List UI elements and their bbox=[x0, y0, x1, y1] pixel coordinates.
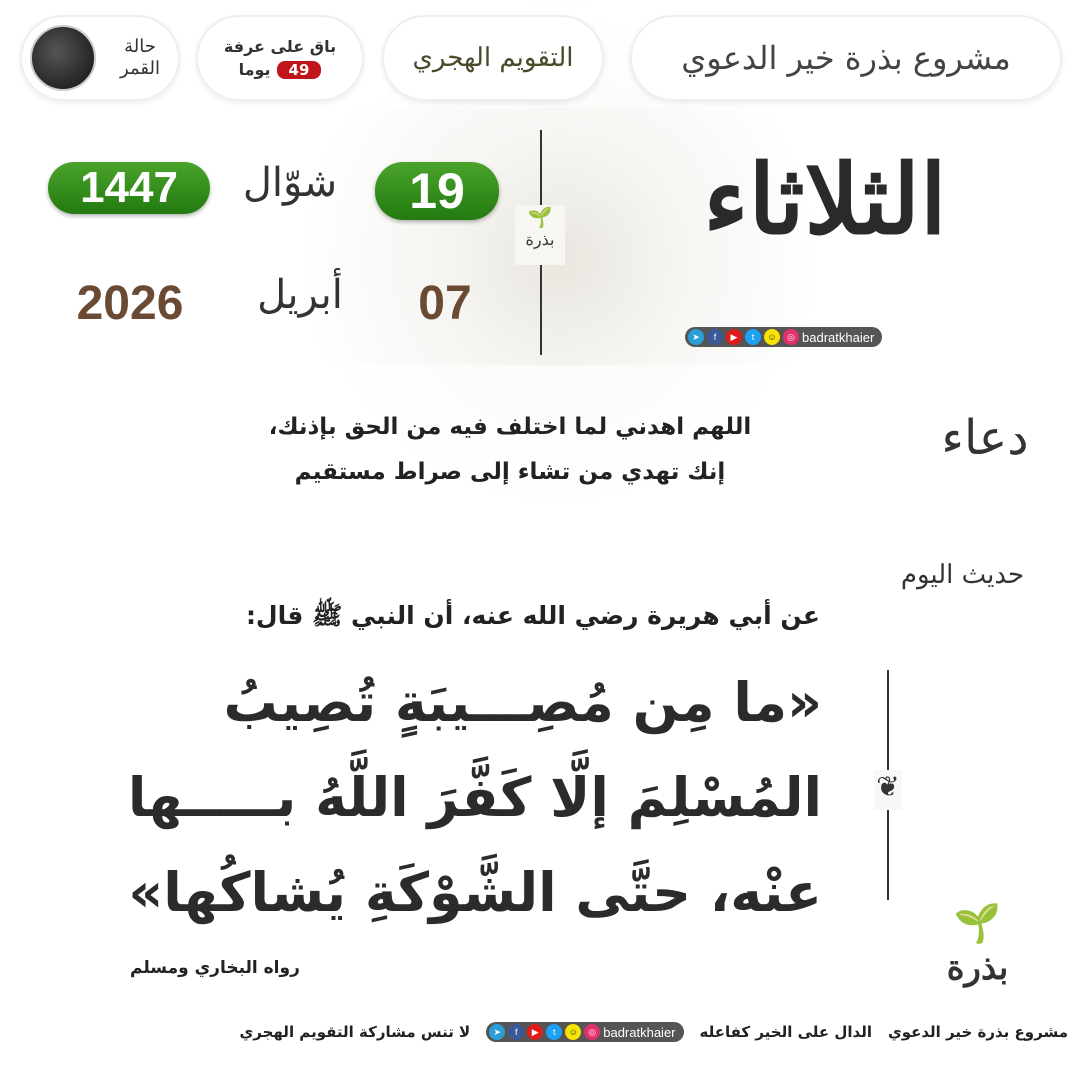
dua-line-1: اللهم اهدني لما اختلف فيه من الحق بإذنك، bbox=[268, 414, 752, 440]
footer-motto: الدال على الخير كفاعله bbox=[699, 1023, 872, 1041]
moon-icon bbox=[30, 25, 96, 91]
moon-phase-pill bbox=[20, 15, 180, 101]
hijri-day: 19 bbox=[375, 162, 499, 220]
hijri-year: 1447 bbox=[48, 162, 210, 214]
countdown-unit: يوما bbox=[238, 60, 271, 79]
hadith-line-2: المُسْلِمَ إلَّا كَفَّرَ اللَّهُ بـــــها bbox=[127, 766, 822, 829]
project-title-pill bbox=[630, 15, 1062, 101]
snapchat-icon[interactable]: ☺ bbox=[565, 1024, 581, 1040]
hadith-source: رواه البخاري ومسلم bbox=[130, 958, 300, 978]
calendar-title-pill bbox=[382, 15, 604, 101]
logo-text: بذرة bbox=[525, 230, 555, 249]
countdown-pill bbox=[196, 15, 364, 101]
social-handle: badratkhaier bbox=[802, 329, 875, 345]
social-handle: badratkhaier bbox=[603, 1024, 676, 1040]
countdown-days: 49 bbox=[277, 61, 322, 79]
dua-label: دعاء bbox=[941, 410, 1029, 466]
youtube-icon[interactable]: ▶ bbox=[527, 1024, 543, 1040]
snapchat-icon[interactable]: ☺ bbox=[764, 329, 780, 345]
twitter-icon[interactable]: t bbox=[546, 1024, 562, 1040]
hijri-month: شوّال bbox=[242, 160, 338, 206]
telegram-icon[interactable]: ➤ bbox=[688, 329, 704, 345]
hadith-line-1: «ما مِن مُصِـــيبَةٍ تُصِيبُ bbox=[223, 671, 822, 734]
instagram-icon[interactable]: ◎ bbox=[584, 1024, 600, 1040]
footer-social-badge[interactable] bbox=[486, 1022, 683, 1042]
social-badge[interactable] bbox=[685, 327, 882, 347]
project-title: مشروع بذرة خير الدعوي bbox=[681, 39, 1011, 77]
logo-text: بذرة bbox=[946, 948, 1009, 988]
hadith-intro: عن أبي هريرة رضي الله عنه، أن النبي ﷺ قال: bbox=[245, 601, 820, 630]
greg-month: أبريل bbox=[257, 272, 343, 318]
greg-day: 07 bbox=[418, 277, 472, 330]
day-name: الثلاثاء bbox=[703, 143, 947, 256]
greg-year: 2026 bbox=[76, 277, 184, 330]
facebook-icon[interactable]: f bbox=[707, 329, 723, 345]
countdown-label: باق على عرفة bbox=[223, 37, 337, 56]
moon-label: حالة القمر bbox=[120, 36, 160, 79]
hadith-line-3: عنْه، حتَّى الشَّوْكَةِ يُشاكُها» bbox=[128, 861, 822, 924]
hadith-label: حديث اليوم bbox=[900, 560, 1025, 590]
calendar-title: التقويم الهجري bbox=[412, 43, 574, 73]
ornament-icon: ❦ bbox=[874, 770, 902, 810]
leaf-icon: 🌱 bbox=[953, 901, 1002, 945]
youtube-icon[interactable]: ▶ bbox=[726, 329, 742, 345]
dua-text bbox=[180, 405, 840, 495]
telegram-icon[interactable]: ➤ bbox=[489, 1024, 505, 1040]
logo-large bbox=[935, 900, 1020, 1010]
twitter-icon[interactable]: t bbox=[745, 329, 761, 345]
leaf-icon: 🌱 bbox=[527, 205, 553, 229]
logo-small bbox=[515, 205, 565, 265]
footer bbox=[240, 1022, 1068, 1042]
footer-share: لا تنس مشاركة التقويم الهجري bbox=[239, 1023, 471, 1041]
dua-line-2: إنك تهدي من تشاء إلى صراط مستقيم bbox=[294, 459, 726, 485]
footer-project: مشروع بذرة خير الدعوي bbox=[887, 1023, 1068, 1041]
facebook-icon[interactable]: f bbox=[508, 1024, 524, 1040]
instagram-icon[interactable]: ◎ bbox=[783, 329, 799, 345]
